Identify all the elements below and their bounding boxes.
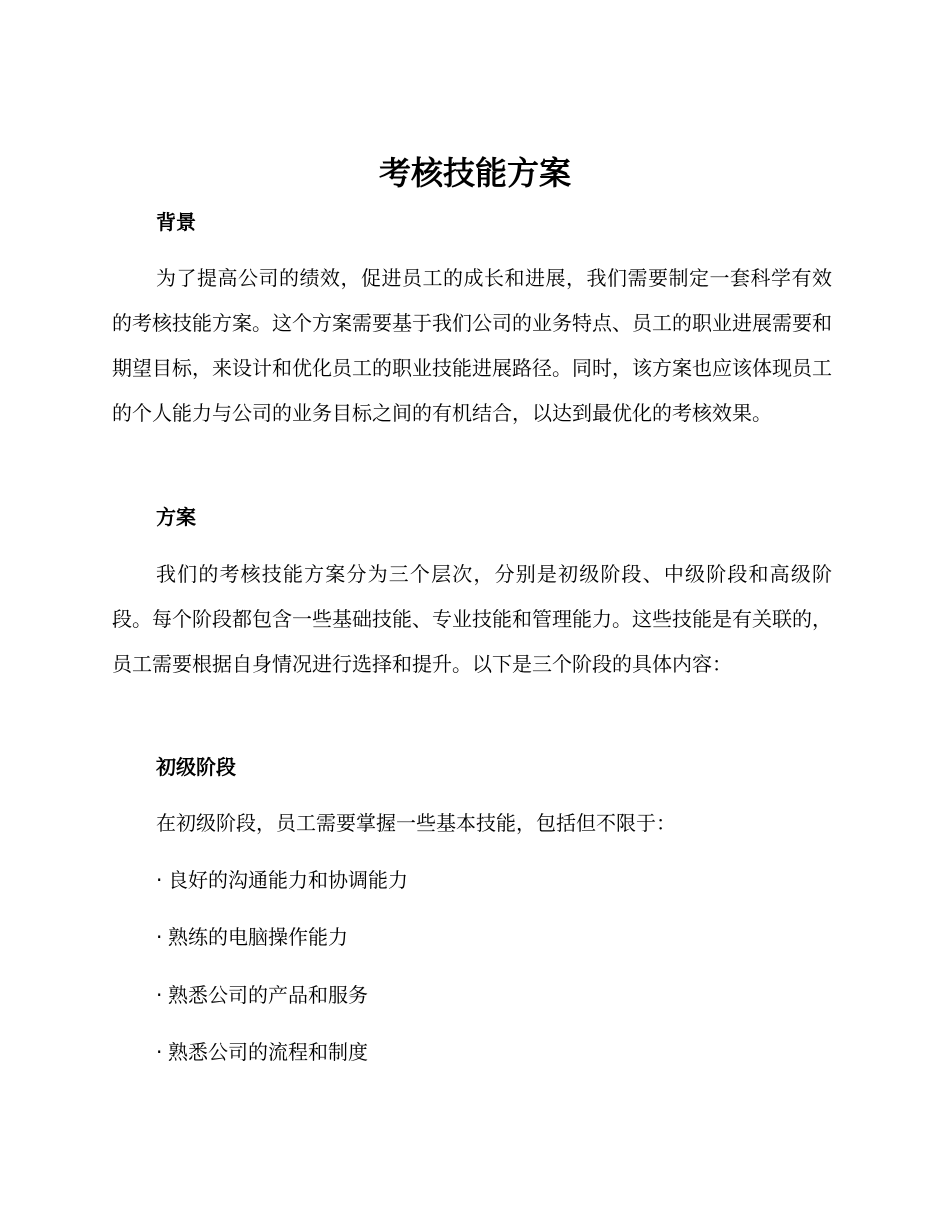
section-heading-plan: 方案	[156, 505, 196, 529]
list-item	[156, 866, 408, 894]
section-heading-background: 背景	[156, 210, 196, 234]
list-item	[156, 981, 368, 1009]
junior-intro: 在初级阶段，员工需要掌握一些基本技能，包括但不限于：	[156, 811, 676, 835]
list-item-text: 熟悉公司的产品和服务	[168, 983, 368, 1007]
section-heading-junior: 初级阶段	[156, 755, 236, 779]
document-title: 考核技能方案	[378, 154, 571, 192]
bullet-icon: ·	[156, 868, 163, 892]
bullet-icon: ·	[156, 925, 163, 949]
list-item	[156, 923, 348, 951]
list-item	[156, 1038, 368, 1066]
bullet-icon: ·	[156, 1040, 163, 1064]
bullet-icon: ·	[156, 983, 163, 1007]
list-item-text: 熟悉公司的流程和制度	[168, 1040, 368, 1064]
background-paragraph: 为了提高公司的绩效，促进员工的成长和进展，我们需要制定一套科学有效的考核技能方案。这个方案需要基于我们公司的业务特点、员工的职业进展需要和期望目标，来设计和优化员工的职业技能进展路径。同时，该方案也应该体现员工的个人能力与公司的业务目标之间的有机结合，以达到最优化的考核效果。	[112, 266, 832, 425]
plan-paragraph: 我们的考核技能方案分为三个层次，分别是初级阶段、中级阶段和高级阶段。每个阶段都包含一些基础技能、专业技能和管理能力。这些技能是有关联的，员工需要根据自身情况进行选择和提升。以下是三个阶段的具体内容：	[112, 562, 832, 676]
list-item-text: 良好的沟通能力和协调能力	[168, 868, 408, 892]
list-item-text: 熟练的电脑操作能力	[168, 925, 348, 949]
